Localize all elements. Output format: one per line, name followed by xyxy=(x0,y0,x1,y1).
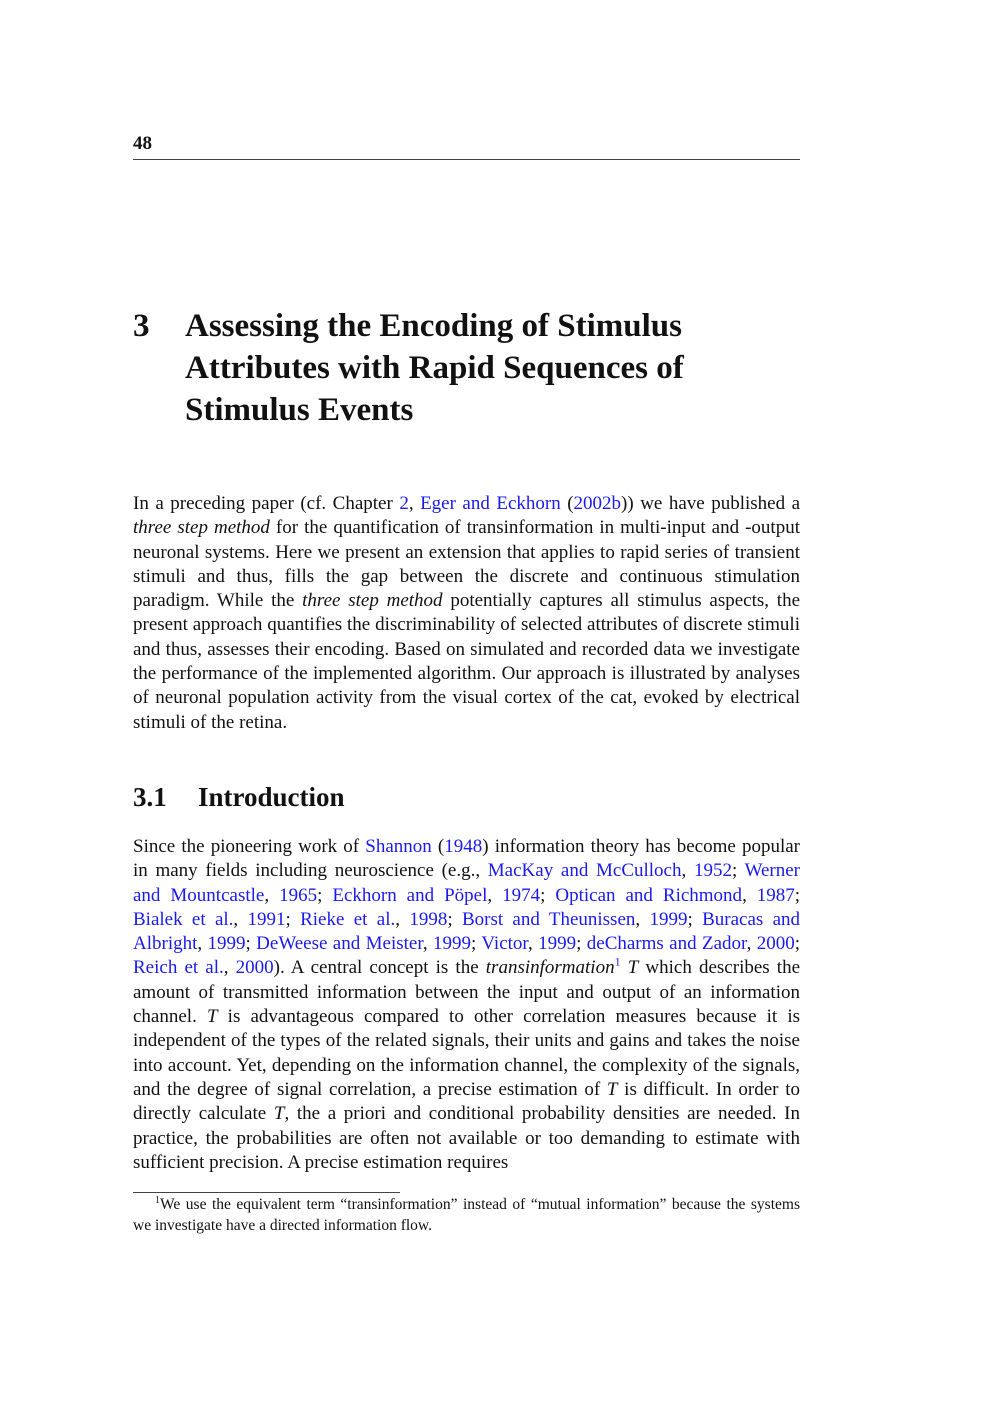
citation-year-link[interactable]: 1987 xyxy=(756,884,795,906)
text-span: ; xyxy=(540,884,556,906)
text-span: )) we have published a xyxy=(621,493,801,514)
text-span: , xyxy=(233,908,248,930)
citation-link[interactable]: MacKay and McCulloch xyxy=(487,860,682,882)
citation-link[interactable]: Eckhorn and Pöpel xyxy=(332,884,488,906)
section-heading xyxy=(133,780,800,814)
text-span: , xyxy=(223,957,236,979)
text-span: ). A central concept is the xyxy=(273,957,486,979)
emphasis-text: three step method xyxy=(302,590,443,612)
text-span: , xyxy=(742,884,757,906)
text-span: is advantageous compared to other correlation measures because it is independent of the types of the related signals, their units and gains and takes the noise into account. Yet, depending on the information channel, the complexity of the signals, and the degree of signal correlation, a precise estimation of xyxy=(133,1006,800,1100)
citation-link[interactable]: Bialek et al. xyxy=(133,908,234,930)
section-title: Introduction xyxy=(198,782,345,812)
citation-link[interactable]: deCharms and Zador xyxy=(586,933,747,955)
text-span: , xyxy=(746,933,757,955)
citation-year-link[interactable]: 1948 xyxy=(444,836,483,857)
citation-year-link[interactable]: 1998 xyxy=(409,908,448,930)
citation-link[interactable]: Buracas and Albright xyxy=(133,908,801,955)
text-span: In a preceding paper (cf. Chapter xyxy=(133,493,400,514)
text-span: , the a priori and conditional probability densities are needed. In practice, the probabilities are often not available or too demanding to estimate with sufficient precision. A precise estimation requires xyxy=(133,1103,800,1173)
text-span: ; xyxy=(285,908,301,930)
citation-link[interactable]: Eger and Eckhorn xyxy=(420,493,561,514)
citation-link[interactable]: Optican and Richmond xyxy=(555,884,743,906)
citation-year-link[interactable]: 1999 xyxy=(649,908,688,930)
citation-link[interactable]: Victor xyxy=(481,933,528,955)
chapter-heading xyxy=(133,305,800,431)
citation-link[interactable]: Werner and Mountcastle xyxy=(133,860,800,906)
text-span: ; xyxy=(471,933,482,955)
citation-link[interactable]: Shannon xyxy=(365,836,432,857)
text-span: , xyxy=(422,933,434,955)
emphasis-text: transinformation xyxy=(485,957,615,979)
text-span: ; xyxy=(576,933,587,955)
citation-year-link[interactable]: 1952 xyxy=(693,860,732,882)
text-span: , xyxy=(487,884,503,906)
citation-link[interactable]: Rieke et al. xyxy=(300,908,396,930)
text-span: ; xyxy=(731,860,745,882)
text-span: ; xyxy=(317,884,333,906)
footnote-divider xyxy=(133,1192,400,1193)
text-span: , xyxy=(197,933,208,955)
citation-link[interactable]: Borst and Theunissen xyxy=(461,908,636,930)
text-span: for the quantification of transinformation in multi-input and -output neuronal systems. Here we present an extension that applies to rapid series of transient stimuli and thus, fills the gap between the discrete and continuous stimulation paradigm. While the xyxy=(133,517,800,612)
text-span: ( xyxy=(560,493,574,514)
math-symbol: T xyxy=(627,957,639,979)
text-span: which describes the amount of transmitted information between the input and output of an information channel. xyxy=(133,957,801,1028)
citation-link[interactable]: DeWeese and Meister xyxy=(256,933,423,955)
citation-year-link[interactable]: 1999 xyxy=(433,933,472,955)
text-span: ; xyxy=(245,933,257,955)
text-span: , xyxy=(264,884,280,906)
chapter-title: Assessing the Encoding of Stimulus Attributes with Rapid Sequences of Stimulus Events xyxy=(185,308,684,428)
text-span: potentially captures all stimulus aspects, the present approach quantifies the discriminability of selected attributes of discrete stimuli and thus, assesses their encoding. Based on simulated and recorded data we investigate the performance of the implemented algorithm. Our approach is illustrated by analyses of neuronal population activity from the visual cortex of the cat, evoked by electrical stimuli of the retina. xyxy=(133,590,800,733)
text-span: ; xyxy=(794,884,801,906)
math-symbol: T xyxy=(273,1103,285,1125)
text-span: , xyxy=(395,908,410,930)
page-number: 48 xyxy=(133,133,152,154)
citation-year-link[interactable]: 2002b xyxy=(573,493,622,514)
text-span: Since the pioneering work of xyxy=(133,836,366,857)
text-span: ( xyxy=(431,836,445,857)
text-span xyxy=(621,957,628,978)
footnote-marker: 1 xyxy=(155,1194,160,1206)
citation-year-link[interactable]: 1974 xyxy=(502,884,541,906)
citation-year-link[interactable]: 1999 xyxy=(207,933,246,955)
citation-year-link[interactable]: 2000 xyxy=(756,933,795,955)
citation-year-link[interactable]: 1999 xyxy=(538,933,577,955)
running-header xyxy=(133,133,800,160)
footnote-text: We use the equivalent term “transinformation” instead of “mutual information” because the systems we investigate have a directed information flow. xyxy=(133,1196,800,1234)
text-span: is difficult. In order to directly calculate xyxy=(133,1078,800,1125)
text-span: , xyxy=(408,493,421,514)
math-symbol: T xyxy=(206,1006,218,1028)
introduction-paragraph xyxy=(133,835,800,1175)
footnote xyxy=(133,1195,800,1236)
text-span: ) information theory has become popular in many fields including neuroscience (e.g., xyxy=(133,836,801,882)
emphasis-text: three step method xyxy=(133,517,270,539)
text-span: ; xyxy=(687,908,703,930)
section-number: 3.1 xyxy=(133,782,167,812)
text-span: ; xyxy=(447,908,462,930)
chapter-number: 3 xyxy=(133,308,150,344)
citation-year-link[interactable]: 1991 xyxy=(247,908,286,930)
text-span: , xyxy=(635,908,650,930)
math-symbol: T xyxy=(606,1078,618,1100)
citation-year-link[interactable]: 2000 xyxy=(235,957,274,979)
citation-link[interactable]: Reich et al. xyxy=(133,957,224,979)
chapter-reference-link[interactable]: 2 xyxy=(399,493,409,514)
text-span: ; xyxy=(794,933,800,955)
abstract-paragraph xyxy=(133,492,800,735)
footnote-marker-link[interactable]: 1 xyxy=(614,955,621,970)
text-span: , xyxy=(527,933,539,955)
text-span: , xyxy=(681,860,694,882)
citation-year-link[interactable]: 1965 xyxy=(279,884,318,906)
